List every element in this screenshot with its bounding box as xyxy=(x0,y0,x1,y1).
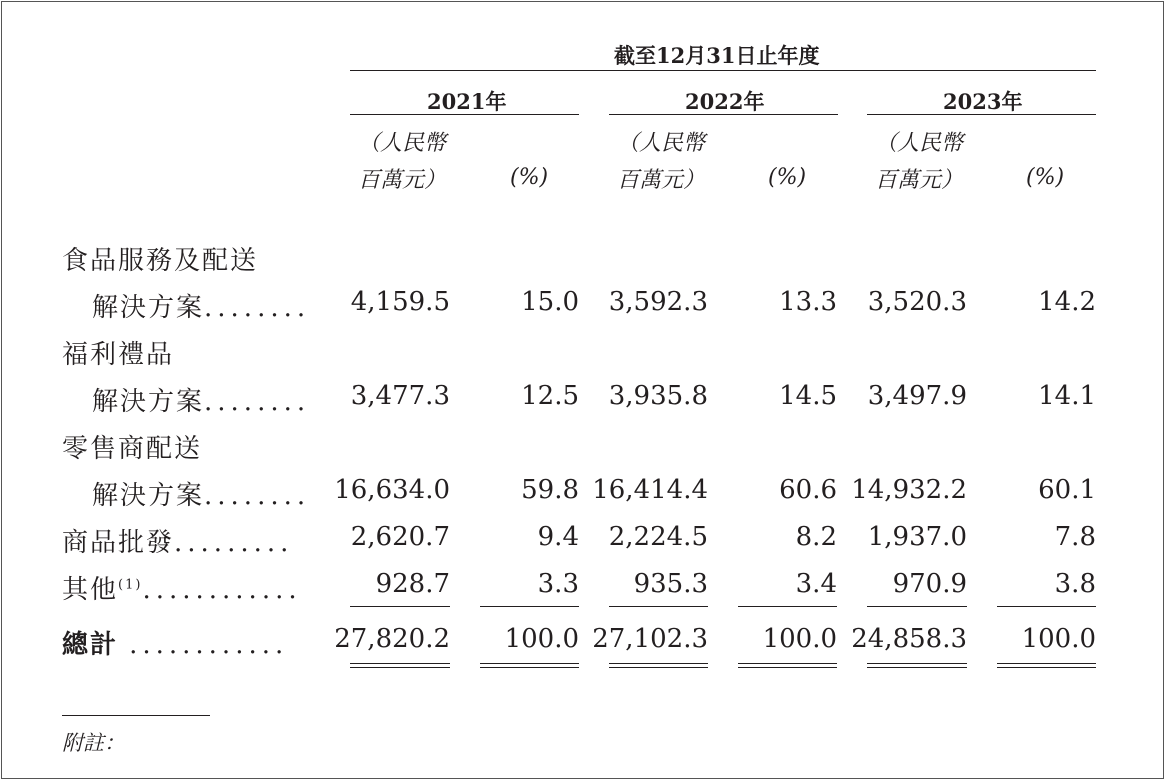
total-double-rule-2021-amount xyxy=(350,663,450,668)
cell-gifts-2021-pct: 12.5 xyxy=(521,381,579,411)
pct-2023-header: (%) xyxy=(1026,165,1065,190)
row-label-wholesale: 商品批發......... xyxy=(62,528,294,558)
cell-gifts-2022-pct: 14.5 xyxy=(779,381,837,411)
subtotal-rule-2021-amount xyxy=(350,606,450,607)
cell-food-2023-pct: 14.2 xyxy=(1038,287,1096,317)
cell-others-2022-pct: 3.4 xyxy=(795,569,837,599)
row-label-food-service-2: 解決方案........ xyxy=(92,293,311,323)
unit-2022-line1: （人民幣 xyxy=(617,131,706,156)
footnote-rule xyxy=(62,715,210,716)
pct-2022-header: (%) xyxy=(768,165,807,190)
year-2023-rule xyxy=(867,114,1096,115)
year-2023-header: 2023年 xyxy=(943,89,1023,114)
subtotal-rule-2022-amount xyxy=(609,606,708,607)
row-label-retail: 零售商配送 xyxy=(62,434,203,464)
period-header: 截至12月31日止年度 xyxy=(614,43,820,68)
cell-food-2021-amount: 4,159.5 xyxy=(350,287,450,317)
cell-others-2021-amount: 928.7 xyxy=(375,569,450,599)
cell-others-2022-amount: 935.3 xyxy=(633,569,708,599)
cell-retail-2023-amount: 14,932.2 xyxy=(851,475,967,505)
cell-gifts-2023-amount: 3,497.9 xyxy=(867,381,967,411)
row-label-gifts: 福利禮品 xyxy=(62,340,175,370)
cell-others-2023-amount: 970.9 xyxy=(892,569,967,599)
cell-gifts-2022-amount: 3,935.8 xyxy=(608,381,708,411)
cell-retail-2022-pct: 60.6 xyxy=(779,475,837,505)
total-double-rule-2022-amount xyxy=(609,663,708,668)
cell-others-2023-pct: 3.8 xyxy=(1054,569,1096,599)
cell-retail-2021-pct: 59.8 xyxy=(521,475,579,505)
cell-others-2021-pct: 3.3 xyxy=(537,569,579,599)
cell-food-2022-amount: 3,592.3 xyxy=(608,287,708,317)
total-double-rule-2023-amount xyxy=(867,663,967,668)
row-label-gifts-2: 解決方案........ xyxy=(92,387,311,417)
cell-total-2021-amount: 27,820.2 xyxy=(334,624,450,654)
unit-2023-line1: （人民幣 xyxy=(875,131,964,156)
row-label-retail-2: 解決方案........ xyxy=(92,481,311,511)
cell-total-2023-pct: 100.0 xyxy=(1021,624,1096,654)
year-2021-rule xyxy=(350,114,579,115)
period-rule xyxy=(350,70,1096,71)
cell-gifts-2023-pct: 14.1 xyxy=(1038,381,1096,411)
cell-gifts-2021-amount: 3,477.3 xyxy=(350,381,450,411)
total-double-rule-2021-pct xyxy=(480,663,579,668)
subtotal-rule-2023-amount xyxy=(867,606,967,607)
subtotal-rule-2023-pct xyxy=(997,606,1096,607)
pct-2021-header: (%) xyxy=(510,165,549,190)
cell-wholesale-2022-pct: 8.2 xyxy=(795,522,837,552)
cell-total-2023-amount: 24,858.3 xyxy=(851,624,967,654)
unit-2023-line2: 百萬元） xyxy=(875,168,964,193)
unit-2021-line2: 百萬元） xyxy=(358,168,447,193)
year-2022-rule xyxy=(609,114,838,115)
cell-food-2021-pct: 15.0 xyxy=(521,287,579,317)
cell-wholesale-2022-amount: 2,224.5 xyxy=(608,522,708,552)
cell-wholesale-2023-amount: 1,937.0 xyxy=(867,522,967,552)
total-double-rule-2022-pct xyxy=(738,663,837,668)
unit-2021-line1: （人民幣 xyxy=(358,131,447,156)
year-2022-header: 2022年 xyxy=(685,89,765,114)
cell-retail-2021-amount: 16,634.0 xyxy=(334,475,450,505)
cell-retail-2022-amount: 16,414.4 xyxy=(592,475,708,505)
cell-wholesale-2021-pct: 9.4 xyxy=(537,522,579,552)
row-label-total: 總計 ............ xyxy=(62,630,289,660)
cell-food-2023-amount: 3,520.3 xyxy=(867,287,967,317)
cell-wholesale-2021-amount: 2,620.7 xyxy=(350,522,450,552)
unit-2022-line2: 百萬元） xyxy=(617,168,706,193)
cell-wholesale-2023-pct: 7.8 xyxy=(1054,522,1096,552)
cell-total-2021-pct: 100.0 xyxy=(504,624,579,654)
cell-total-2022-pct: 100.0 xyxy=(762,624,837,654)
footnote-label: 附註： xyxy=(62,731,125,755)
subtotal-rule-2022-pct xyxy=(738,606,837,607)
row-label-others: 其他$^{(1)}$............ xyxy=(62,575,302,605)
row-label-food-service: 食品服務及配送 xyxy=(62,246,259,276)
year-2021-header: 2021年 xyxy=(427,89,507,114)
subtotal-rule-2021-pct xyxy=(480,606,579,607)
cell-retail-2023-pct: 60.1 xyxy=(1038,475,1096,505)
total-double-rule-2023-pct xyxy=(997,663,1096,668)
cell-total-2022-amount: 27,102.3 xyxy=(592,624,708,654)
cell-food-2022-pct: 13.3 xyxy=(779,287,837,317)
